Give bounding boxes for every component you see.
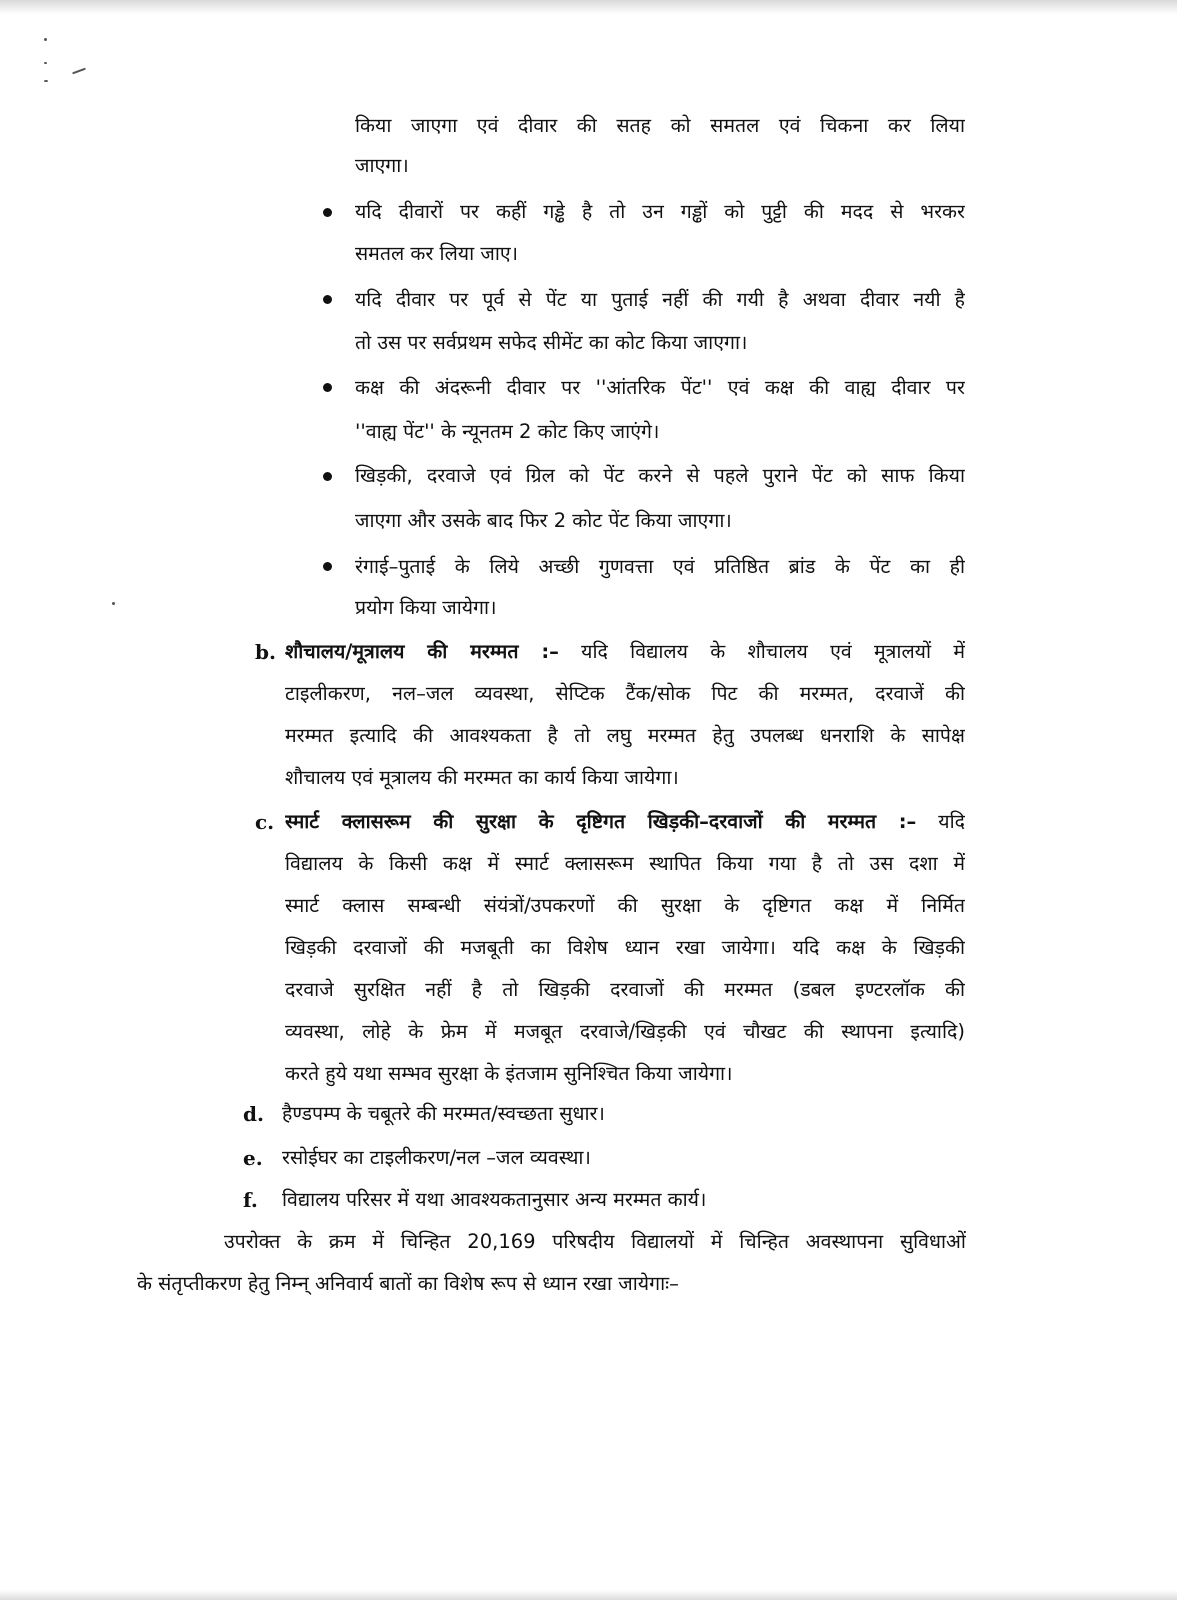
- bullet-line: ''वाह्य पेंट'' के न्यूनतम 2 कोट किए जाएंगे।: [355, 420, 660, 443]
- scan-speck: [44, 80, 48, 82]
- bullet-line: जाएगा और उसके बाद फिर 2 कोट पेंट किया जाएगा।: [355, 509, 732, 532]
- item-marker-d: d.: [243, 1102, 264, 1126]
- scan-speck: [44, 62, 47, 64]
- bullet-icon: [323, 472, 332, 481]
- item-d-text: हैण्डपम्प के चबूतरे की मरम्मत/स्वच्छता सुधार।: [282, 1102, 605, 1125]
- item-b-line: टाइलीकरण, नल–जल व्यवस्था, सेप्टिक टैंक/सोक पिट की मरम्मत, दरवाजें की: [285, 682, 965, 705]
- item-c-line: दरवाजे सुरक्षित नहीं है तो खिड़की दरवाजों की मरम्मत (डबल इण्टरलॉक की: [285, 978, 965, 1001]
- item-marker-f: f.: [243, 1188, 258, 1212]
- item-c-line: स्मार्ट क्लास सम्बन्धी संयंत्रों/उपकरणों की सुरक्षा के दृष्टिगत कक्ष में निर्मित: [285, 894, 965, 917]
- bullet-icon: [323, 295, 332, 304]
- scan-top-shadow: [0, 0, 1177, 14]
- bullet-line: यदि दीवारों पर कहीं गड्ढे है तो उन गड्ढों को पुट्टी की मदद से भरकर: [355, 200, 965, 223]
- bullet-line: यदि दीवार पर पूर्व से पेंट या पुताई नहीं की गयी है अथवा दीवार नयी है: [355, 288, 965, 311]
- bullet-icon: [323, 383, 332, 392]
- item-b-line: मरम्मत इत्यादि की आवश्यकता है तो लघु मरम्मत हेतु उपलब्ध धनराशि के सापेक्ष: [285, 724, 965, 747]
- bullet-icon: [323, 562, 332, 571]
- item-b-first-rest: यदि विद्यालय के शौचालय एवं मूत्रालयों में: [581, 640, 965, 663]
- item-c-line: खिड़की दरवाजों की मजबूती का विशेष ध्यान रखा जायेगा। यदि कक्ष के खिड़की: [285, 936, 965, 959]
- item-c-heading: स्मार्ट क्लासरूम की सुरक्षा के दृष्टिगत खिड़की–दरवाजों की मरम्मत :–: [285, 810, 917, 833]
- bullet-line: खिड़की, दरवाजे एवं ग्रिल को पेंट करने से पहले पुराने पेंट को साफ किया: [355, 464, 965, 487]
- scan-speck: [44, 38, 47, 41]
- scan-speck: [112, 602, 115, 605]
- item-b-line: शौचालय एवं मूत्रालय की मरम्मत का कार्य किया जायेगा।: [285, 766, 679, 789]
- closing-line: के संतृप्तीकरण हेतु निम्न् अनिवार्य बातों का विशेष रूप से ध्यान रखा जायेगाः–: [137, 1272, 679, 1295]
- item-c-line: विद्यालय के किसी कक्ष में स्मार्ट क्लासरूम स्थापित किया गया है तो उस दशा में: [285, 852, 965, 875]
- item-b-first-line: [285, 638, 965, 666]
- item-marker-e: e.: [243, 1146, 263, 1170]
- item-c-first-rest: यदि: [938, 810, 965, 833]
- item-b-heading: शौचालय/मूत्रालय की मरम्मत :–: [285, 640, 559, 663]
- item-c-line: व्यवस्था, लोहे के फ्रेम में मजबूत दरवाजे/खिड़की एवं चौखट की स्थापना इत्यादि): [285, 1020, 965, 1043]
- item-marker-c: c.: [255, 810, 275, 834]
- bullet-line: रंगाई–पुताई के लिये अच्छी गुणवत्ता एवं प्रतिष्ठित ब्रांड के पेंट का ही: [355, 555, 965, 578]
- closing-line: उपरोक्त के क्रम में चिन्हित 20,169 परिषदीय विद्यालयों में चिन्हित अवस्थापना सुविधाओं: [224, 1230, 966, 1253]
- scan-bottom-shadow: [0, 1590, 1177, 1600]
- item-f-text: विद्यालय परिसर में यथा आवश्यकतानुसार अन्य मरम्मत कार्य।: [282, 1188, 707, 1211]
- item-c-first-line: [285, 808, 965, 836]
- paragraph-line: किया जाएगा एवं दीवार की सतह को समतल एवं चिकना कर लिया: [355, 114, 965, 137]
- item-e-text: रसोईघर का टाइलीकरण/नल –जल व्यवस्था।: [282, 1146, 591, 1169]
- bullet-line: प्रयोग किया जायेगा।: [355, 596, 497, 619]
- bullet-line: समतल कर लिया जाए।: [355, 242, 519, 265]
- item-marker-b: b.: [255, 640, 276, 664]
- bullet-line: तो उस पर सर्वप्रथम सफेद सीमेंट का कोट किया जाएगा।: [355, 331, 748, 354]
- paragraph-line: जाएगा।: [355, 154, 409, 177]
- bullet-line: कक्ष की अंदरूनी दीवार पर ''आंतरिक पेंट'' एवं कक्ष की वाह्य दीवार पर: [355, 376, 965, 399]
- item-c-line: करते हुये यथा सम्भव सुरक्षा के इंतजाम सुनिश्चित किया जायेगा।: [285, 1062, 733, 1085]
- scan-speck: [72, 68, 86, 75]
- bullet-icon: [323, 208, 332, 217]
